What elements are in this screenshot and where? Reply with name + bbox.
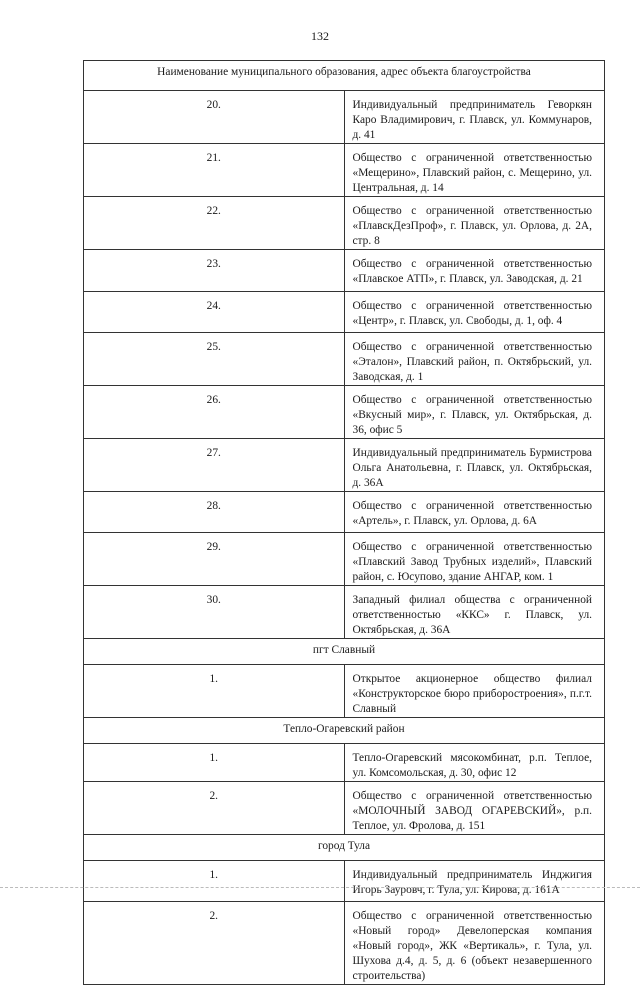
row-number: 1.: [84, 665, 345, 718]
row-text: Общество с ограниченной ответственностью «ПлавскДезПроф», г. Плавск, ул. Орлова, д. 2А, стр. 8: [344, 197, 605, 250]
row-text: Общество с ограниченной ответственностью «Новый город» Девелоперская компания «Новый город», ЖК «Вертикаль», г. Тула, ул. Шухова д.4, д. 5, д. 6 (объект незавершенного строительства): [344, 902, 605, 985]
table-row: [84, 533, 605, 586]
row-text: Общество с ограниченной ответственностью «Плавское АТП», г. Плавск, ул. Заводская, д. 21: [344, 250, 605, 292]
section-heading-row: [84, 639, 605, 665]
row-number: 29.: [84, 533, 345, 586]
row-text: Общество с ограниченной ответственностью «Центр», г. Плавск, ул. Свободы, д. 1, оф. 4: [344, 292, 605, 333]
section-heading-tula: город Тула: [84, 835, 605, 861]
row-number: 28.: [84, 492, 345, 533]
row-text: Общество с ограниченной ответственностью «Вкусный мир», г. Плавск, ул. Октябрьская, д. 36, офис 5: [344, 386, 605, 439]
row-number: 1.: [84, 744, 345, 782]
table-row: [84, 292, 605, 333]
table-row: [84, 861, 605, 902]
table-header-row: [84, 61, 605, 91]
row-number: 27.: [84, 439, 345, 492]
table-row: [84, 492, 605, 533]
row-text: Общество с ограниченной ответственностью «МОЛОЧНЫЙ ЗАВОД ОГАРЕВСКИЙ», р.п. Теплое, ул. Фролова, д. 151: [344, 782, 605, 835]
row-text: Индивидуальный предприниматель Бурмистрова Ольга Анатольевна, г. Плавск, ул. Октябрьская, д. 36А: [344, 439, 605, 492]
section-heading-teplo-ogarevsky: Тепло-Огаревский район: [84, 718, 605, 744]
row-text: Открытое акционерное общество филиал «Конструкторское бюро приборостроения», п.г.т. Славный: [344, 665, 605, 718]
table-row: [84, 902, 605, 985]
row-text: Тепло-Огаревский мясокомбинат, р.п. Теплое, ул. Комсомольская, д. 30, офис 12: [344, 744, 605, 782]
section-heading-row: [84, 718, 605, 744]
row-text: Западный филиал общества с ограниченной ответственностью «ККС» г. Плавск, ул. Октябрьская, д. 36А: [344, 586, 605, 639]
scan-edge-line: [0, 887, 640, 888]
row-number: 1.: [84, 861, 345, 902]
table-row: [84, 586, 605, 639]
row-text: Общество с ограниченной ответственностью «Мещерино», Плавский район, с. Мещерино, ул. Центральная, д. 14: [344, 144, 605, 197]
section-heading-slavny: пгт Славный: [84, 639, 605, 665]
section-heading-row: [84, 835, 605, 861]
table-row: [84, 782, 605, 835]
row-number: 2.: [84, 902, 345, 985]
page-number: 132: [311, 29, 329, 43]
row-number: 2.: [84, 782, 345, 835]
row-number: 26.: [84, 386, 345, 439]
row-number: 22.: [84, 197, 345, 250]
table-row: [84, 197, 605, 250]
row-text: Общество с ограниченной ответственностью «Эталон», Плавский район, п. Октябрьский, ул. Заводская, д. 1: [344, 333, 605, 386]
table-row: [84, 744, 605, 782]
row-number: 25.: [84, 333, 345, 386]
table-row: [84, 333, 605, 386]
table-row: [84, 665, 605, 718]
row-text: Общество с ограниченной ответственностью «Плавский Завод Трубных изделий», Плавский район, с. Юсупово, здание АНГАР, ком. 1: [344, 533, 605, 586]
row-text: Общество с ограниченной ответственностью «Артель», г. Плавск, ул. Орлова, д. 6А: [344, 492, 605, 533]
table-row: [84, 91, 605, 144]
table-row: [84, 439, 605, 492]
row-number: 21.: [84, 144, 345, 197]
table-row: [84, 144, 605, 197]
registry-table: [83, 60, 605, 985]
row-number: 23.: [84, 250, 345, 292]
row-number: 20.: [84, 91, 345, 144]
row-number: 30.: [84, 586, 345, 639]
table-header: Наименование муниципального образования, адрес объекта благоустройства: [84, 61, 605, 91]
row-number: 24.: [84, 292, 345, 333]
row-text: Индивидуальный предприниматель Геворкян Каро Владимирович, г. Плавск, ул. Коммунаров, д. 41: [344, 91, 605, 144]
table-row: [84, 250, 605, 292]
table-row: [84, 386, 605, 439]
row-text: Индивидуальный предприниматель Инджигия Игорь Зауровч, г. Тула, ул. Кирова, д. 161А: [344, 861, 605, 902]
